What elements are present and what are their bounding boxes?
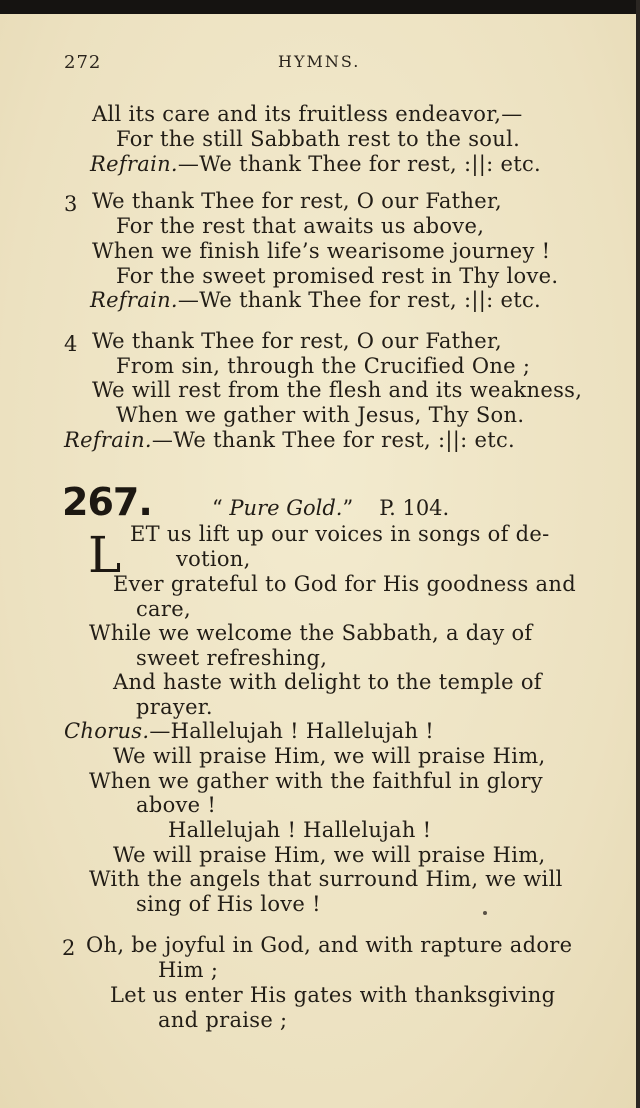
refrain-text: —We thank Thee for rest, :||: etc.: [151, 428, 515, 452]
book-spine-edge: [636, 0, 640, 1108]
verse-line: All its care and its fruitless endeavor,—: [92, 102, 523, 126]
chorus-line: We will praise Him, we will praise Him,: [113, 744, 546, 768]
verse-line: care,: [136, 597, 191, 621]
title-close-quote: ”: [342, 496, 354, 520]
refrain-line: [64, 428, 515, 452]
chorus-line: Hallelujah ! Hallelujah !: [168, 818, 432, 842]
hymn-title: [212, 496, 449, 520]
refrain-label: Refrain.: [90, 288, 178, 312]
tune-name: Pure Gold.: [229, 496, 343, 520]
refrain-label: Refrain.: [90, 152, 178, 176]
verse-line: And haste with delight to the temple of: [113, 670, 542, 694]
chorus-line: above !: [136, 793, 217, 817]
verse-line: From sin, through the Crucified One ;: [116, 354, 531, 378]
verse-number: 2: [62, 936, 76, 960]
verse-line: When we finish life’s wearisome journey !: [92, 239, 551, 263]
chorus-text: —Hallelujah ! Hallelujah !: [149, 719, 435, 743]
verse-line: Ever grateful to God for His goodness and: [113, 572, 576, 596]
refrain-line: [90, 152, 541, 176]
drop-cap: L: [88, 526, 122, 584]
book-top-edge: [0, 0, 640, 14]
chorus-line: We will praise Him, we will praise Him,: [113, 843, 546, 867]
verse-line: and praise ;: [158, 1008, 288, 1032]
verse-line: While we welcome the Sabbath, a day of: [89, 621, 533, 645]
verse-line: Oh, be joyful in God, and with rapture adore: [86, 933, 573, 957]
page-reference: P. 104.: [379, 496, 450, 520]
verse-line: For the rest that awaits us above,: [116, 214, 485, 238]
verse-line: sweet refreshing,: [136, 646, 328, 670]
verse-number: 4: [64, 332, 78, 356]
verse-line: For the sweet promised rest in Thy love.: [116, 264, 559, 288]
verse-line: For the still Sabbath rest to the soul.: [116, 127, 521, 151]
verse-line: When we gather with Jesus, Thy Son.: [116, 403, 525, 427]
hymn-number: 267.: [62, 480, 152, 524]
verse-line: Let us enter His gates with thanksgiving: [110, 983, 556, 1007]
verse-line: votion,: [176, 547, 251, 571]
verse-line: prayer.: [136, 695, 213, 719]
hymnal-page: [0, 14, 636, 1108]
refrain-text: —We thank Thee for rest, :||: etc.: [177, 152, 541, 176]
chorus-first-line: [64, 719, 434, 743]
verse-line: ET us lift up our voices in songs of de-: [130, 522, 550, 546]
verse-line: Him ;: [158, 958, 219, 982]
verse-number: 3: [64, 192, 78, 216]
paper-speck: [483, 911, 487, 915]
chorus-label: Chorus.: [64, 719, 150, 743]
title-open-quote: “: [212, 496, 230, 520]
chorus-line: With the angels that surround Him, we will: [89, 867, 563, 891]
refrain-label: Refrain.: [64, 428, 152, 452]
chorus-line: sing of His love !: [136, 892, 321, 916]
refrain-text: —We thank Thee for rest, :||: etc.: [177, 288, 541, 312]
page-number: 272: [64, 52, 102, 73]
refrain-line: [90, 288, 541, 312]
running-head: HYMNS.: [278, 52, 361, 71]
page-header: [0, 52, 636, 82]
verse-line: We will rest from the flesh and its weakness,: [92, 378, 583, 402]
verse-line: We thank Thee for rest, O our Father,: [92, 329, 502, 353]
verse-line: We thank Thee for rest, O our Father,: [92, 189, 502, 213]
chorus-line: When we gather with the faithful in glory: [89, 769, 543, 793]
